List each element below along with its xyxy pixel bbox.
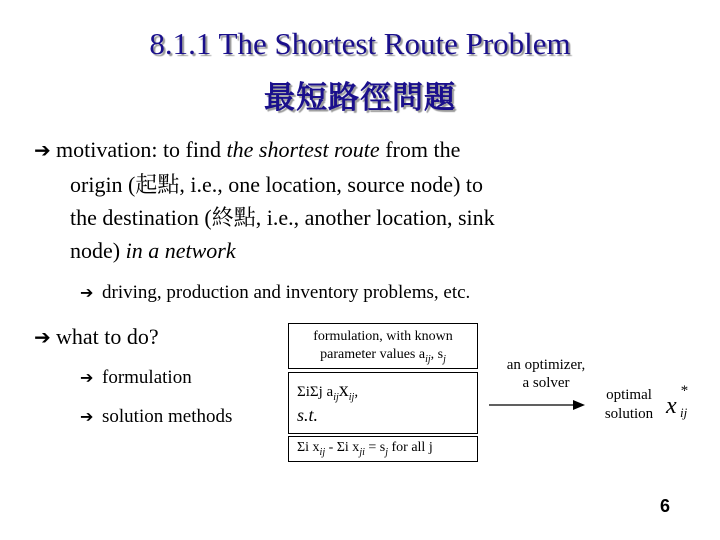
- optimal-solution-label: optimal solution: [604, 387, 654, 422]
- what-to-do-bullet: ➔ what to do?: [34, 320, 159, 355]
- motivation-line-1: ➔ motivation: to find the shortest route from the: [34, 133, 694, 168]
- objective-function: ΣiΣj $a_{ij}x_{ij}$,: [297, 379, 359, 403]
- arrow-right-icon: [487, 398, 587, 412]
- constraint-box: Σi $x_{ij}$ - Σi $x_{ji} = s_j$ for all j: [288, 436, 478, 462]
- formulation-sub-bullet: ➔ formulation: [80, 366, 192, 391]
- solution-methods-sub-bullet: ➔ solution methods: [80, 405, 232, 430]
- bullet-arrow-icon: ➔: [80, 370, 94, 387]
- applications-sub-bullet: ➔ driving, production and inventory problems, etc.: [80, 281, 470, 306]
- motivation-bullet: [34, 133, 694, 267]
- bullet-arrow-icon: ➔: [80, 409, 94, 426]
- page-number: 6: [660, 496, 671, 516]
- bullet-arrow-icon: ➔: [80, 285, 94, 302]
- subject-to-label: s.t.: [297, 405, 319, 425]
- slide-title: 8.1.1 The Shortest Route Problem: [149, 26, 571, 61]
- formulation-box: formulation, with known parameter values $a_{ij}$, $s_j$: [288, 323, 478, 369]
- objective-box: [288, 372, 478, 434]
- parameter-values-line: parameter values $a_{ij}$, $s_j$: [320, 347, 446, 365]
- bullet-arrow-icon: ➔: [34, 140, 51, 162]
- optimizer-label: an optimizer, a solver: [506, 357, 586, 391]
- bullet-arrow-icon: ➔: [34, 327, 51, 349]
- motivation-line-3: the destination (終點, i.e., another location, sink: [70, 205, 495, 230]
- slide-subtitle-chinese: 最短路徑問題: [264, 80, 456, 115]
- motivation-line-4: node) in a network: [70, 238, 236, 263]
- optimal-solution-symbol: x * ij: [666, 383, 688, 420]
- motivation-line-2: origin (起點, i.e., one location, source node) to: [70, 172, 484, 197]
